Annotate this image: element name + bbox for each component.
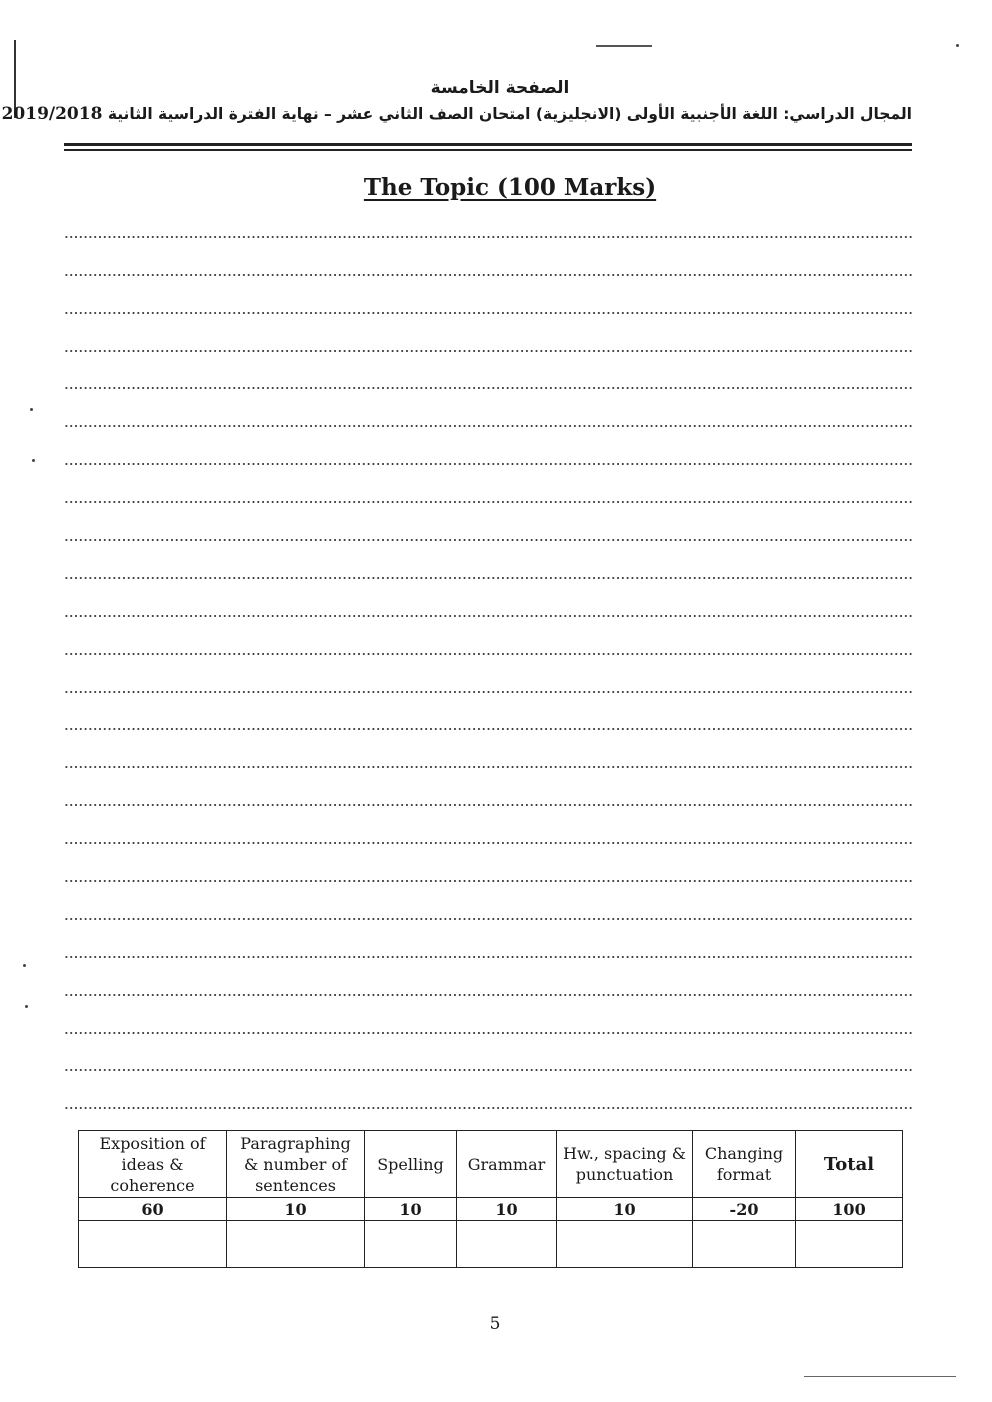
value-grammar: 10 xyxy=(457,1198,557,1221)
marks-table xyxy=(78,1130,903,1268)
speck-mark xyxy=(30,408,33,411)
header-paragraphing: Paragraphing & number of sentences xyxy=(227,1131,365,1198)
writing-line[interactable] xyxy=(64,920,914,958)
writing-line[interactable] xyxy=(64,617,914,655)
speck-mark xyxy=(32,459,35,462)
page-label: الصفحة الخامسة xyxy=(430,78,570,98)
score-cell[interactable] xyxy=(365,1221,457,1268)
writing-line[interactable] xyxy=(64,276,914,314)
writing-line[interactable] xyxy=(64,882,914,920)
speck-mark xyxy=(956,44,959,47)
bottom-dash-mark xyxy=(804,1376,956,1377)
header-total: Total xyxy=(796,1131,903,1198)
score-cell[interactable] xyxy=(457,1221,557,1268)
score-cell[interactable] xyxy=(79,1221,227,1268)
header-rule xyxy=(64,143,912,151)
writing-line[interactable] xyxy=(64,427,914,465)
header-changing-format: Changing format xyxy=(693,1131,796,1198)
writing-line[interactable] xyxy=(64,541,914,579)
value-exposition: 60 xyxy=(79,1198,227,1221)
value-handwriting: 10 xyxy=(557,1198,693,1221)
score-cell[interactable] xyxy=(796,1221,903,1268)
writing-line[interactable] xyxy=(64,1071,914,1109)
writing-line[interactable] xyxy=(64,844,914,882)
header-handwriting: Hw., spacing & punctuation xyxy=(557,1131,693,1198)
writing-line[interactable] xyxy=(64,730,914,768)
writing-area xyxy=(64,200,914,1109)
header-exposition: Exposition of ideas & coherence xyxy=(79,1131,227,1198)
subject-line xyxy=(1,104,912,124)
marks-values-row xyxy=(79,1198,903,1221)
speck-mark xyxy=(25,1005,28,1008)
score-row xyxy=(79,1221,903,1268)
writing-line[interactable] xyxy=(64,465,914,503)
subject-text: المجال الدراسي: اللغة الأجنبية الأولى (الانجليزية) امتحان الصف الثاني عشر – نهاية الفترة الدراسية الثانية xyxy=(107,105,912,123)
writing-line[interactable] xyxy=(64,389,914,427)
writing-line[interactable] xyxy=(64,314,914,352)
writing-line[interactable] xyxy=(64,655,914,693)
writing-line[interactable] xyxy=(64,503,914,541)
writing-line[interactable] xyxy=(64,238,914,276)
page-number: 5 xyxy=(489,1314,501,1334)
writing-line[interactable] xyxy=(64,806,914,844)
score-cell[interactable] xyxy=(557,1221,693,1268)
writing-line[interactable] xyxy=(64,958,914,996)
score-cell[interactable] xyxy=(693,1221,796,1268)
writing-line[interactable] xyxy=(64,579,914,617)
marks-header-row xyxy=(79,1131,903,1198)
value-spelling: 10 xyxy=(365,1198,457,1221)
writing-line[interactable] xyxy=(64,352,914,390)
score-cell[interactable] xyxy=(227,1221,365,1268)
header-grammar: Grammar xyxy=(457,1131,557,1198)
topic-title: The Topic (100 Marks) xyxy=(363,174,657,201)
writing-line[interactable] xyxy=(64,1034,914,1072)
speck-mark xyxy=(23,964,26,967)
value-changing-format: -20 xyxy=(693,1198,796,1221)
top-dash-mark xyxy=(596,45,652,47)
writing-line[interactable] xyxy=(64,200,914,238)
writing-line[interactable] xyxy=(64,693,914,731)
value-paragraphing: 10 xyxy=(227,1198,365,1221)
writing-line[interactable] xyxy=(64,996,914,1034)
exam-year: 2019/2018 xyxy=(1,104,103,124)
value-total: 100 xyxy=(796,1198,903,1221)
writing-line[interactable] xyxy=(64,768,914,806)
header-spelling: Spelling xyxy=(365,1131,457,1198)
